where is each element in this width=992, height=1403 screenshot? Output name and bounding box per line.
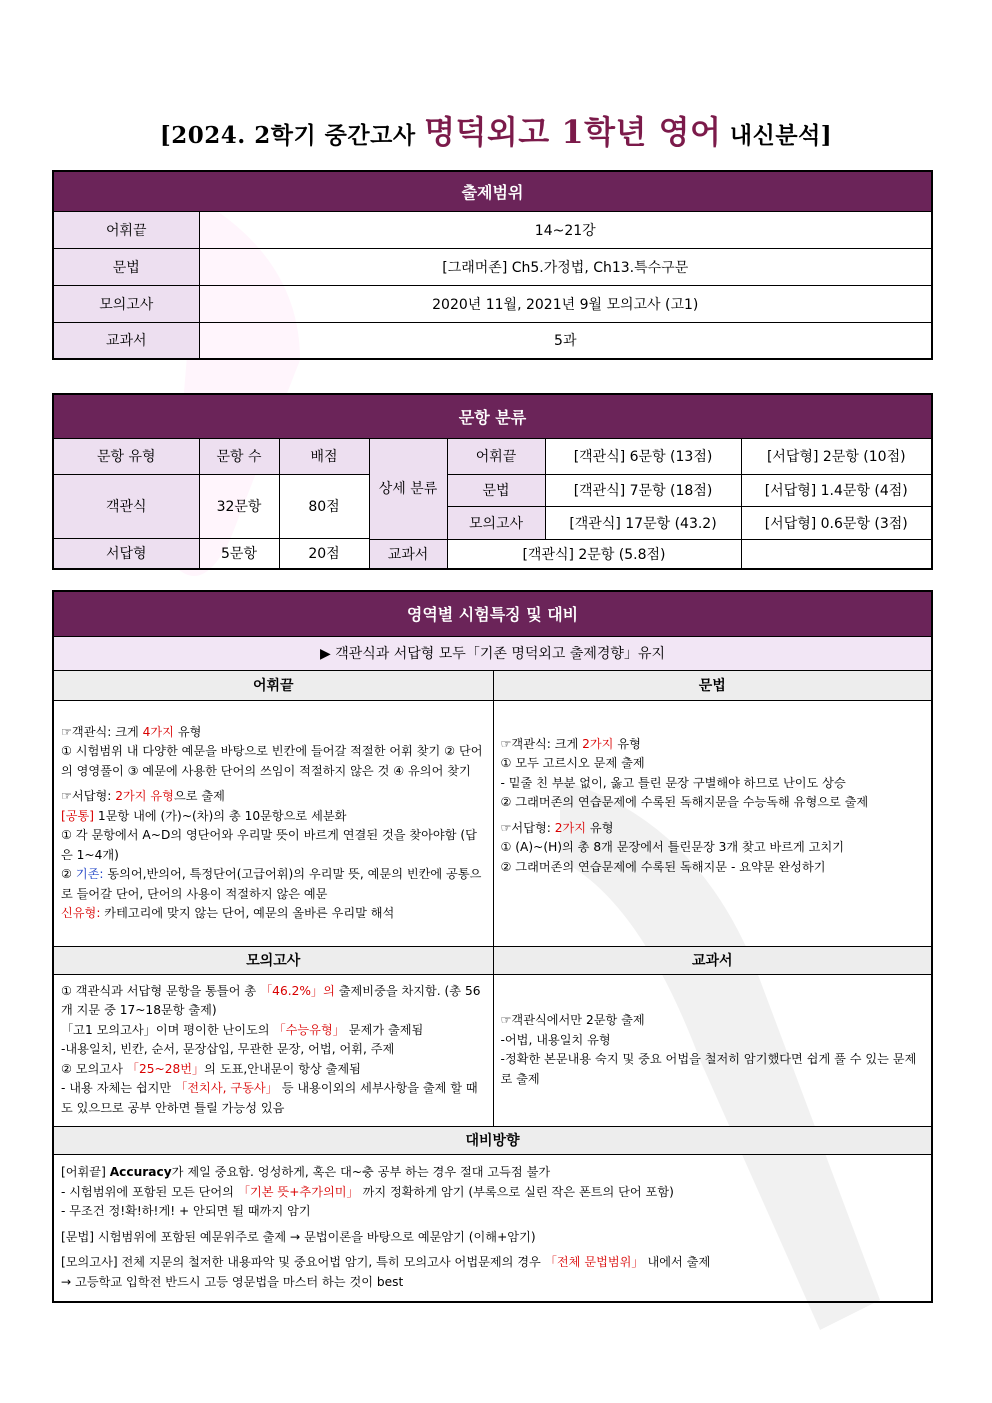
features-subheader: ▶ 객관식과 서답형 모두「기존 명덕외고 출제경향」유지 <box>53 636 932 670</box>
features-header: 영역별 시험특징 및 대비 <box>53 591 932 636</box>
textbook-content: ☞객관식에서만 2문항 출제 -어법, 내용일치 유형 -정확한 본문내용 숙지 및 중요 어법을 철저히 암기했다면 쉽게 풀 수 있는 문제로 출제 <box>493 974 932 1126</box>
detail-area-vocab: 어휘끝 <box>447 438 545 474</box>
detail-mc-grammar: [객관식] 7문항 (18점) <box>545 474 741 506</box>
vocab-content: ☞객관식: 크게 4가지 유형 ① 시험범위 내 다양한 예문을 바탕으로 빈칸에 들어갈 적절한 어휘 찾기 ② 단어의 영영풀이 ③ 예문에 사용한 단어의 쓰임이 적절하지 않은 것 ④ 유의어 찾기 ☞서답형: 2가지 유형으로 출제 [공통] 1문항 내에 (가)~(차)의 총 10문항으로 세분화 ① 각 문항에서 A~D의 영단어와 우리말 뜻이 바르게 연결된 것을 찾아야함 (답은 1~4개) ② 기존: 동의어,반의어, 특정단어(고급어휘)의 우리말 뜻, 예문의 빈칸에 공통으로 들어갈 단어, 단어의 사용이 적절하지 않은 예문 신유형: 카테고리에 맞지 않는 단어, 예문의 올바른 우리말 해석 <box>53 700 493 946</box>
score-mc: 80점 <box>279 474 369 538</box>
scope-value-vocab: 14~21강 <box>199 211 932 248</box>
detail-sa-vocab: [서답형] 2문항 (10점) <box>741 438 932 474</box>
detail-mc-textbook: [객관식] 2문항 (5.8점) <box>447 539 741 569</box>
title-prefix: [2024. 2학기 중간고사 <box>159 122 416 149</box>
scope-label-grammar: 문법 <box>53 248 199 285</box>
detail-area-textbook: 교과서 <box>369 539 447 569</box>
scope-table <box>52 170 933 360</box>
col-count-header: 문항 수 <box>199 438 279 474</box>
vocab-title: 어휘끝 <box>53 670 493 700</box>
detail-mc-vocab: [객관식] 6문항 (13점) <box>545 438 741 474</box>
classification-table <box>52 393 933 570</box>
scope-header: 출제범위 <box>53 171 932 211</box>
scope-value-grammar: [그래머존] Ch5.가정법, Ch13.특수구문 <box>199 248 932 285</box>
col-type-header: 문항 유형 <box>53 438 199 474</box>
detail-mc-mock: [객관식] 17문항 (43.2) <box>545 506 741 539</box>
scope-label-textbook: 교과서 <box>53 322 199 359</box>
prep-content: [어휘끝] Accuracy가 제일 중요함. 엉성하게, 혹은 대~충 공부 하는 경우 절대 고득점 불가 - 시험범위에 포함된 모든 단어의 「기본 뜻+추가의미」 까지 정확하게 암기 (부록으로 실린 작은 폰트의 단어 포함) - 무조건 정!확!하!게! + 안되면 될 때까지 암기 [문법] 시험범위에 포함된 예문위주로 출제 → 문법이론을 바탕으로 예문암기 (이해+암기) [모의고사] 전체 지문의 철저한 내용파악 및 중요어법 암기, 특히 모의고사 어법문제의 경우 「전체 문법범위」 내에서 출제 → 고등학교 입학전 반드시 고등 영문법을 마스터 하는 것이 best <box>53 1154 932 1302</box>
classification-header: 문항 분류 <box>53 394 932 438</box>
type-mc: 객관식 <box>53 474 199 538</box>
detail-area-grammar: 문법 <box>447 474 545 506</box>
type-sa: 서답형 <box>53 538 199 569</box>
mock-content: ① 객관식과 서답형 문항을 통틀어 총 「46.2%」의 출제비중을 차지함. (총 56개 지문 중 17~18문항 출제) 「고1 모의고사」이며 평이한 난이도의 「수능유형」 문제가 출제됨 -내용일치, 빈칸, 순서, 문장삽입, 무관한 문장, 어법, 어휘, 주제 ② 모의고사 「25~28번」의 도표,안내문이 항상 출제됨 - 내용 자체는 쉽지만 「전치사, 구동사」 등 내용이외의 세부사항을 출제 할 때도 있으므로 공부 안하면 틀릴 가능성 있음 <box>53 974 493 1126</box>
grammar-content: ☞객관식: 크게 2가지 유형 ① 모두 고르시오 문제 출제 - 밑줄 친 부분 없이, 옳고 틀린 문장 구별해야 하므로 난이도 상승 ② 그래머존의 연습문제에 수록된 독해지문을 수능독해 유형으로 출제 ☞서답형: 2가지 유형 ① (A)~(H)의 총 8개 문장에서 틀린문장 3개 찾고 바르게 고치기 ② 그래머존의 연습문제에 수록된 독해지문 - 요약문 완성하기 <box>493 700 932 946</box>
features-table <box>52 590 933 1303</box>
prep-title: 대비방향 <box>53 1126 932 1154</box>
count-mc: 32문항 <box>199 474 279 538</box>
detail-area-mock: 모의고사 <box>447 506 545 539</box>
detail-sa-mock: [서답형] 0.6문항 (3점) <box>741 506 932 539</box>
page-title <box>0 112 992 156</box>
detail-label: 상세 분류 <box>369 438 447 539</box>
col-score-header: 배점 <box>279 438 369 474</box>
score-sa: 20점 <box>279 538 369 569</box>
count-sa: 5문항 <box>199 538 279 569</box>
title-main: 명덕외고 1학년 영어 <box>424 113 722 151</box>
detail-sa-grammar: [서답형] 1.4문항 (4점) <box>741 474 932 506</box>
scope-label-vocab: 어휘끝 <box>53 211 199 248</box>
textbook-title: 교과서 <box>493 946 932 974</box>
scope-label-mock: 모의고사 <box>53 285 199 322</box>
scope-value-mock: 2020년 11월, 2021년 9월 모의고사 (고1) <box>199 285 932 322</box>
grammar-title: 문법 <box>493 670 932 700</box>
title-suffix: 내신분석] <box>729 122 833 149</box>
scope-value-textbook: 5과 <box>199 322 932 359</box>
mock-title: 모의고사 <box>53 946 493 974</box>
